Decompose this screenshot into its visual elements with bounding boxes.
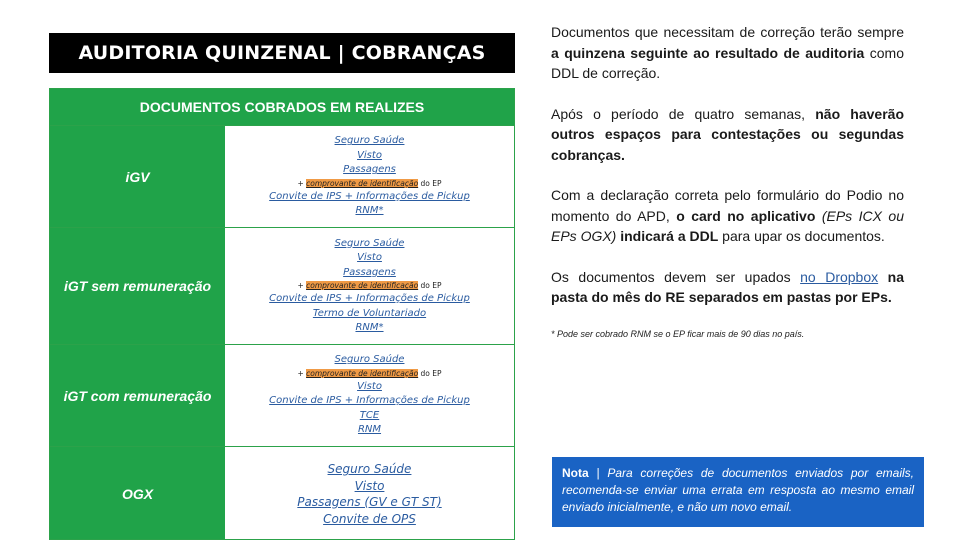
link-convite-ips[interactable]: Convite de IPS + Informações de Pickup [269, 190, 470, 202]
paragraph-podio-declaration [551, 185, 904, 247]
note-suffix: do EP [418, 368, 442, 378]
text: Os documentos devem ser upados [551, 268, 801, 285]
link-convite-ips[interactable]: Convite de IPS + Informações de Pickup [269, 293, 470, 304]
link-visto[interactable]: Visto [354, 478, 385, 493]
paragraph-dropbox-upload [551, 267, 904, 308]
paragraph-four-weeks [551, 104, 904, 166]
row-documents [225, 447, 514, 540]
note-label: Nota [562, 466, 589, 480]
note-separator: | [588, 466, 608, 480]
note-prefix: + [297, 281, 307, 290]
text: para upar os documentos. [718, 228, 885, 244]
id-proof-note [297, 368, 441, 380]
link-convite-ips[interactable]: Convite de IPS + Informações de Pickup [269, 395, 470, 407]
link-seguro-saude[interactable]: Seguro Saúde [334, 237, 405, 249]
link-visto[interactable]: Visto [357, 380, 382, 392]
link-passagens[interactable]: Passagens [343, 266, 396, 278]
bold-text: a quinzena seguinte ao resultado de auditoria [551, 44, 865, 61]
link-passagens[interactable]: Passagens (GV e GT ST) [297, 495, 442, 509]
row-label-ogx: OGX [50, 447, 225, 540]
row-label-igt-sem-remuneracao: iGT sem remuneração [50, 228, 225, 344]
italic-text: (EPs ICX ou EPs OGX) [551, 207, 904, 244]
link-passagens[interactable]: Passagens [343, 164, 396, 176]
link-seguro-saude[interactable]: Seguro Saúde [334, 135, 405, 147]
bold-text: o card no aplicativo [676, 207, 816, 224]
rnm-footnote: * Pode ser cobrado RNM se o EP ficar mais de 90 dias no país. [551, 328, 805, 339]
row-documents [225, 228, 514, 344]
id-proof-highlight: comprovante de identificação [306, 368, 419, 378]
link-visto[interactable]: Visto [357, 252, 382, 263]
table-row [50, 344, 514, 446]
link-tce[interactable]: TCE [359, 409, 380, 421]
row-label-igt-com-remuneracao: iGT com remuneração [50, 345, 225, 446]
link-rnm[interactable]: RNM* [355, 205, 384, 217]
table-row [50, 227, 514, 344]
bold-text: indicará a DDL [620, 228, 719, 244]
row-label-igv: iGV [50, 126, 225, 227]
id-proof-note [297, 178, 441, 190]
link-rnm[interactable]: RNM* [355, 322, 384, 333]
link-visto[interactable]: Visto [357, 149, 382, 161]
note-suffix: do EP [418, 178, 442, 188]
id-proof-highlight: comprovante de identificação [306, 281, 419, 290]
id-proof-highlight: comprovante de identificação [306, 178, 419, 188]
table-row [50, 125, 514, 227]
id-proof-note [297, 280, 441, 292]
link-termo-voluntariado[interactable]: Termo de Voluntariado [312, 307, 427, 319]
link-seguro-saude[interactable]: Seguro Saúde [327, 462, 412, 476]
text: Documentos que necessitam de correção terão sempre [551, 24, 904, 40]
instructions-panel [551, 22, 904, 340]
note-box [552, 457, 924, 527]
row-documents [225, 126, 514, 227]
link-seguro-saude[interactable]: Seguro Saúde [334, 354, 405, 366]
text: Com a declaração correta pelo formulário do Podio no momento do APD, [551, 187, 904, 224]
documents-table [49, 88, 515, 540]
bold-text: na pasta do mês do RE separados em pastas por EPs. [551, 268, 904, 305]
link-convite-ops[interactable]: Convite de OPS [323, 511, 416, 526]
dropbox-link[interactable]: no Dropbox [800, 268, 879, 285]
paragraph-correction-deadline [551, 22, 904, 84]
text: Após o período de quatro semanas, [551, 105, 816, 122]
note-suffix: do EP [418, 281, 442, 290]
note-prefix: + [297, 368, 307, 378]
row-documents [225, 345, 514, 446]
page-title: AUDITORIA QUINZENAL | COBRANÇAS [49, 33, 515, 73]
link-rnm[interactable]: RNM [357, 424, 382, 436]
table-header: DOCUMENTOS COBRADOS EM REALIZES [50, 89, 514, 125]
note-prefix: + [297, 178, 307, 188]
text: como DDL de correção. [551, 44, 904, 81]
note-text: Para correções de documentos enviados por emails, recomenda-se enviar uma errata em resposta ao mesmo email enviado inicialmente, e não um novo email. [562, 466, 914, 514]
table-row [50, 446, 514, 540]
bold-text: não haverão outros espaços para contestações ou segundas cobranças. [551, 105, 905, 163]
